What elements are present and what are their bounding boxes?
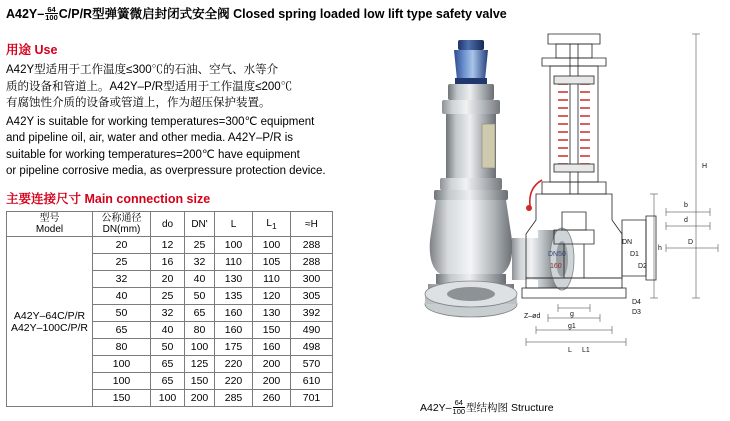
caption-fraction-denominator: 100 xyxy=(452,406,466,416)
inlet-flange-outline xyxy=(522,288,626,298)
cell-dn-prime: 25 xyxy=(185,237,215,254)
valve-illustration xyxy=(336,12,730,412)
label-Zd: Z–ød xyxy=(524,313,541,320)
usage-en-line-4: or pipeline corrosive media, as overpressure protection device. xyxy=(6,165,326,177)
usage-cn-line-3: 有腐蚀性介质的设备或管道上，作为超压保护装置。 xyxy=(6,97,271,110)
cell-do: 20 xyxy=(151,271,185,288)
header-l1 xyxy=(253,212,291,237)
drawing-caption xyxy=(420,400,554,416)
cell-l1: 200 xyxy=(253,356,291,373)
cell-l: 135 xyxy=(215,288,253,305)
header-l1-sub: 1 xyxy=(271,220,277,231)
table-row xyxy=(7,237,333,254)
label-g1: g1 xyxy=(568,323,576,330)
caption-fraction-numerator: 64 xyxy=(454,398,463,408)
model-group-cell xyxy=(7,237,93,407)
cell-dn-prime: 50 xyxy=(185,288,215,305)
caption-prefix: A42Y– xyxy=(420,402,452,414)
cell-l1: 120 xyxy=(253,288,291,305)
label-DN: DN xyxy=(622,239,633,246)
header-dn-cn: 公称通径 xyxy=(101,213,142,225)
cell-h: 392 xyxy=(291,305,333,322)
cell-l: 220 xyxy=(215,373,253,390)
cell-l: 175 xyxy=(215,339,253,356)
blue-cap-icon xyxy=(454,50,488,80)
cell-l1: 260 xyxy=(253,390,291,407)
cell-l1: 200 xyxy=(253,373,291,390)
cell-h: 610 xyxy=(291,373,333,390)
header-h: ≈H xyxy=(291,212,333,237)
cell-l: 100 xyxy=(215,237,253,254)
caption-suffix: 型结构图 Structure xyxy=(466,402,554,414)
model-label-1: A42Y–64C/P/R xyxy=(13,309,86,322)
cell-h: 701 xyxy=(291,390,333,407)
usage-en-line-3: suitable for working temperatures=200℃ have equipment xyxy=(6,148,300,161)
bonnet-base-flange xyxy=(542,182,606,194)
cell-dn-prime: 65 xyxy=(185,305,215,322)
cell-dn-prime: 200 xyxy=(185,390,215,407)
bonnet-top xyxy=(448,84,494,100)
spring-washer-top xyxy=(554,76,594,84)
cell-dn: 80 xyxy=(93,339,151,356)
table-header-row xyxy=(7,212,333,237)
label-b: b xyxy=(684,202,688,209)
cell-do: 40 xyxy=(151,322,185,339)
cell-l1: 100 xyxy=(253,237,291,254)
usage-cn-line-1: A42Y型适用于工作温度≤300℃的石油、空气、水等介 xyxy=(6,64,279,76)
cell-do: 100 xyxy=(151,390,185,407)
label-D4: D4 xyxy=(632,299,641,306)
usage-en-line-2: and pipeline oil, air, water and other media. A42Y–P/R is xyxy=(6,132,294,145)
title-fraction-numerator: 64 xyxy=(47,4,56,14)
header-do: do xyxy=(151,212,185,237)
cell-dn-prime: 32 xyxy=(185,254,215,271)
cap-ring-icon xyxy=(455,78,487,84)
label-D3: D3 xyxy=(632,309,641,316)
nameplate-label xyxy=(482,124,495,168)
cell-h: 288 xyxy=(291,254,333,271)
label-H: H xyxy=(702,163,708,170)
cap-flange xyxy=(542,58,606,66)
inlet-bore xyxy=(447,287,495,301)
usage-en-line-1: A42Y is suitable for working temperatures=300℃ equipment xyxy=(6,116,315,129)
spring-washer-bottom xyxy=(554,164,594,172)
drawing-area xyxy=(336,12,730,412)
flange-label-dn: DN50 xyxy=(548,251,566,258)
cell-l: 220 xyxy=(215,356,253,373)
cell-dn: 65 xyxy=(93,322,151,339)
cap-body xyxy=(556,44,592,58)
dim-H xyxy=(692,34,700,298)
cap-outline xyxy=(548,34,600,44)
usage-text-cn xyxy=(6,62,336,112)
cell-l: 130 xyxy=(215,271,253,288)
lever-pivot-icon xyxy=(526,205,532,211)
outlet-flange-outline xyxy=(646,216,656,280)
body-top-flange xyxy=(434,190,508,200)
usage-text-en xyxy=(6,114,336,179)
label-D: D xyxy=(688,239,694,246)
cell-h: 300 xyxy=(291,271,333,288)
dim-D-bottom xyxy=(526,338,626,346)
cell-do: 65 xyxy=(151,373,185,390)
cell-do: 25 xyxy=(151,288,185,305)
flange-label-size: 160 xyxy=(550,263,562,270)
table-body xyxy=(7,237,333,407)
header-dn xyxy=(93,212,151,237)
cell-dn-prime: 125 xyxy=(185,356,215,373)
outlet-bore xyxy=(556,241,568,277)
label-d: d xyxy=(684,217,688,224)
cell-dn: 100 xyxy=(93,373,151,390)
header-model-cn: 型号 xyxy=(39,213,60,225)
cell-do: 65 xyxy=(151,356,185,373)
cell-l1: 130 xyxy=(253,305,291,322)
left-column xyxy=(6,40,336,407)
title-suffix-cn: C/P/R型弹簧微启封闭式安全阀 xyxy=(58,7,230,21)
cell-dn: 100 xyxy=(93,356,151,373)
cell-dn-prime: 150 xyxy=(185,373,215,390)
label-g: g xyxy=(570,311,574,318)
label-D1: D1 xyxy=(630,251,639,258)
valve-photograph xyxy=(425,40,574,317)
cell-l: 285 xyxy=(215,390,253,407)
cell-l1: 105 xyxy=(253,254,291,271)
header-model-en: Model xyxy=(35,224,64,236)
label-D2: D2 xyxy=(638,263,647,270)
connection-heading: 主要连接尺寸 Main connection size xyxy=(6,192,211,207)
cell-h: 570 xyxy=(291,356,333,373)
bonnet-collar xyxy=(442,100,500,114)
cell-h: 490 xyxy=(291,322,333,339)
header-dn-unit: DN(mm) xyxy=(102,224,141,236)
valve-body xyxy=(430,200,513,274)
cell-dn: 32 xyxy=(93,271,151,288)
cell-h: 288 xyxy=(291,237,333,254)
cell-dn-prime: 40 xyxy=(185,271,215,288)
model-label-2: A42Y–100C/P/R xyxy=(10,321,89,334)
cell-do: 16 xyxy=(151,254,185,271)
cell-h: 305 xyxy=(291,288,333,305)
cell-h: 498 xyxy=(291,339,333,356)
cell-dn: 40 xyxy=(93,288,151,305)
disc-seat xyxy=(562,212,586,230)
label-h: h xyxy=(658,245,662,252)
cell-dn: 20 xyxy=(93,237,151,254)
cell-l: 160 xyxy=(215,322,253,339)
cell-do: 12 xyxy=(151,237,185,254)
title-suffix-en: Closed spring loaded low lift type safety valve xyxy=(233,7,507,21)
cap-top-icon xyxy=(458,40,484,50)
spring-icon xyxy=(558,84,590,164)
caption-fraction xyxy=(453,399,466,415)
usage-heading: 用途 Use xyxy=(6,43,58,57)
cell-do: 50 xyxy=(151,339,185,356)
cell-dn: 25 xyxy=(93,254,151,271)
cell-dn: 50 xyxy=(93,305,151,322)
bonnet-flange xyxy=(440,178,502,190)
dim-g xyxy=(548,314,600,322)
cell-l: 160 xyxy=(215,305,253,322)
cell-l1: 160 xyxy=(253,339,291,356)
cell-do: 32 xyxy=(151,305,185,322)
cell-dn-prime: 80 xyxy=(185,322,215,339)
dim-g1 xyxy=(558,304,590,312)
header-model xyxy=(7,212,93,237)
dim-d xyxy=(666,222,710,230)
label-L: L xyxy=(568,347,572,354)
cell-l1: 110 xyxy=(253,271,291,288)
title-fraction-denominator: 100 xyxy=(45,13,58,23)
header-l: L xyxy=(215,212,253,237)
title-fraction xyxy=(45,6,58,22)
header-dn-prime: DN' xyxy=(185,212,215,237)
label-L1: L1 xyxy=(582,347,590,354)
dim-b xyxy=(666,208,710,216)
cell-l: 110 xyxy=(215,254,253,271)
dim-h xyxy=(650,194,658,298)
cell-dn-prime: 100 xyxy=(185,339,215,356)
title-prefix: A42Y– xyxy=(6,7,45,21)
header-l1-base: L xyxy=(266,217,272,229)
connection-size-table xyxy=(6,211,333,407)
cell-dn: 150 xyxy=(93,390,151,407)
usage-cn-line-2: 质的设备和管道上。A42Y–P/R型适用于工作温度≤200℃ xyxy=(6,80,293,93)
cell-l1: 150 xyxy=(253,322,291,339)
